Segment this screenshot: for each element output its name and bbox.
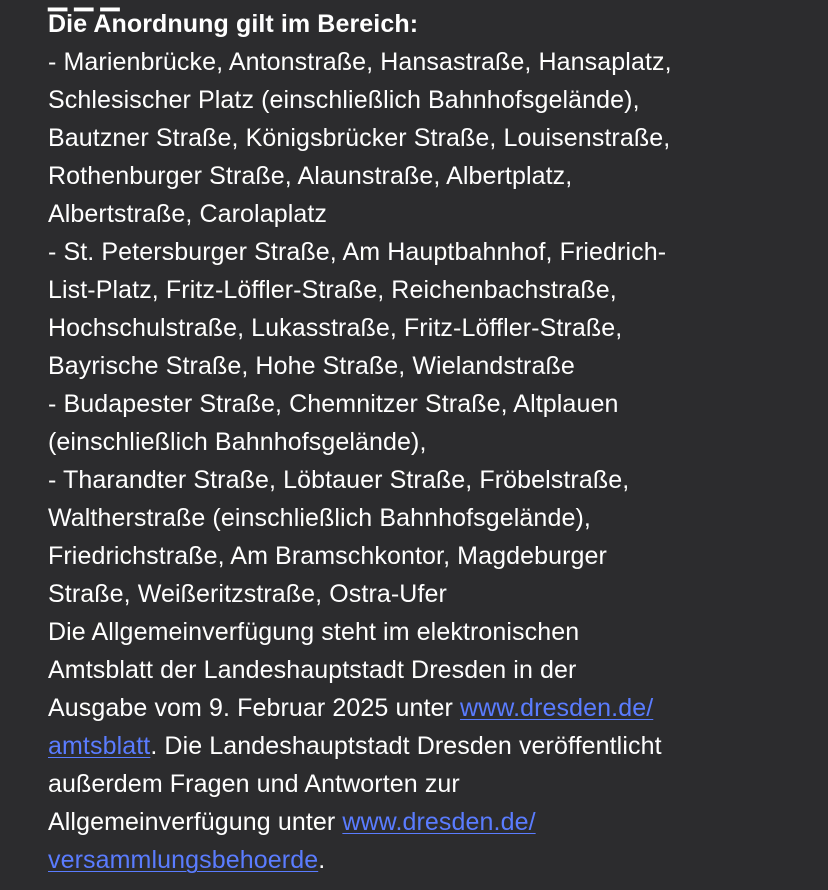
message-line: - Budapester Straße, Chemnitzer Straße, Altplauen xyxy=(48,390,619,418)
versammlungsbehoerde-link[interactable]: www.dresden.de/ xyxy=(342,808,536,836)
amtsblatt-link-continued[interactable]: amtsblatt xyxy=(48,732,151,760)
amtsblatt-line-suffix: . Die Landeshauptstadt Dresden veröffentlicht xyxy=(150,732,662,760)
message-line: Hochschulstraße, Lukasstraße, Fritz-Löffler-Straße, xyxy=(48,314,623,342)
faq-line xyxy=(48,803,788,841)
message-body xyxy=(48,5,788,879)
faq-line-suffix: . xyxy=(318,846,326,874)
message-line: Rothenburger Straße, Alaunstraße, Albertplatz, xyxy=(48,162,573,190)
message-line: Straße, Weißeritzstraße, Ostra-Ufer xyxy=(48,580,447,608)
amtsblatt-line-continued xyxy=(48,727,788,765)
message-line: Die Allgemeinverfügung steht im elektronischen xyxy=(48,618,580,646)
amtsblatt-line-prefix: Ausgabe vom 9. Februar 2025 unter xyxy=(48,694,460,722)
amtsblatt-link[interactable]: www.dresden.de/ xyxy=(459,694,654,722)
message-line: außerdem Fragen und Antworten zur xyxy=(48,770,460,798)
versammlungsbehoerde-link-continued[interactable]: versammlungsbehoerde xyxy=(48,846,319,874)
message-line: Schlesischer Platz (einschließlich Bahnhofsgelände), xyxy=(48,86,640,114)
message-line: - St. Petersburger Straße, Am Hauptbahnhof, Friedrich- xyxy=(48,238,667,266)
message-line: Bayrische Straße, Hohe Straße, Wielandstraße xyxy=(48,352,575,380)
message-line: - Tharandter Straße, Löbtauer Straße, Fröbelstraße, xyxy=(48,466,630,494)
message-line: (einschließlich Bahnhofsgelände), xyxy=(48,428,427,456)
message-line: Bautzner Straße, Königsbrücker Straße, Louisenstraße, xyxy=(48,124,671,152)
message-line: - Marienbrücke, Antonstraße, Hansastraße, Hansaplatz, xyxy=(48,48,672,76)
message-line: Albertstraße, Carolaplatz xyxy=(48,200,328,228)
amtsblatt-line xyxy=(48,689,788,727)
faq-line-continued xyxy=(48,841,788,879)
message-line: List-Platz, Fritz-Löffler-Straße, Reichenbachstraße, xyxy=(48,276,617,304)
message-line: Friedrichstraße, Am Bramschkontor, Magdeburger xyxy=(48,542,607,570)
message-heading: Die Anordnung gilt im Bereich: xyxy=(48,10,419,38)
message-line: Waltherstraße (einschließlich Bahnhofsgelände), xyxy=(48,504,591,532)
message-line: Amtsblatt der Landeshauptstadt Dresden in der xyxy=(48,656,577,684)
faq-line-prefix: Allgemeinverfügung unter xyxy=(48,808,343,836)
